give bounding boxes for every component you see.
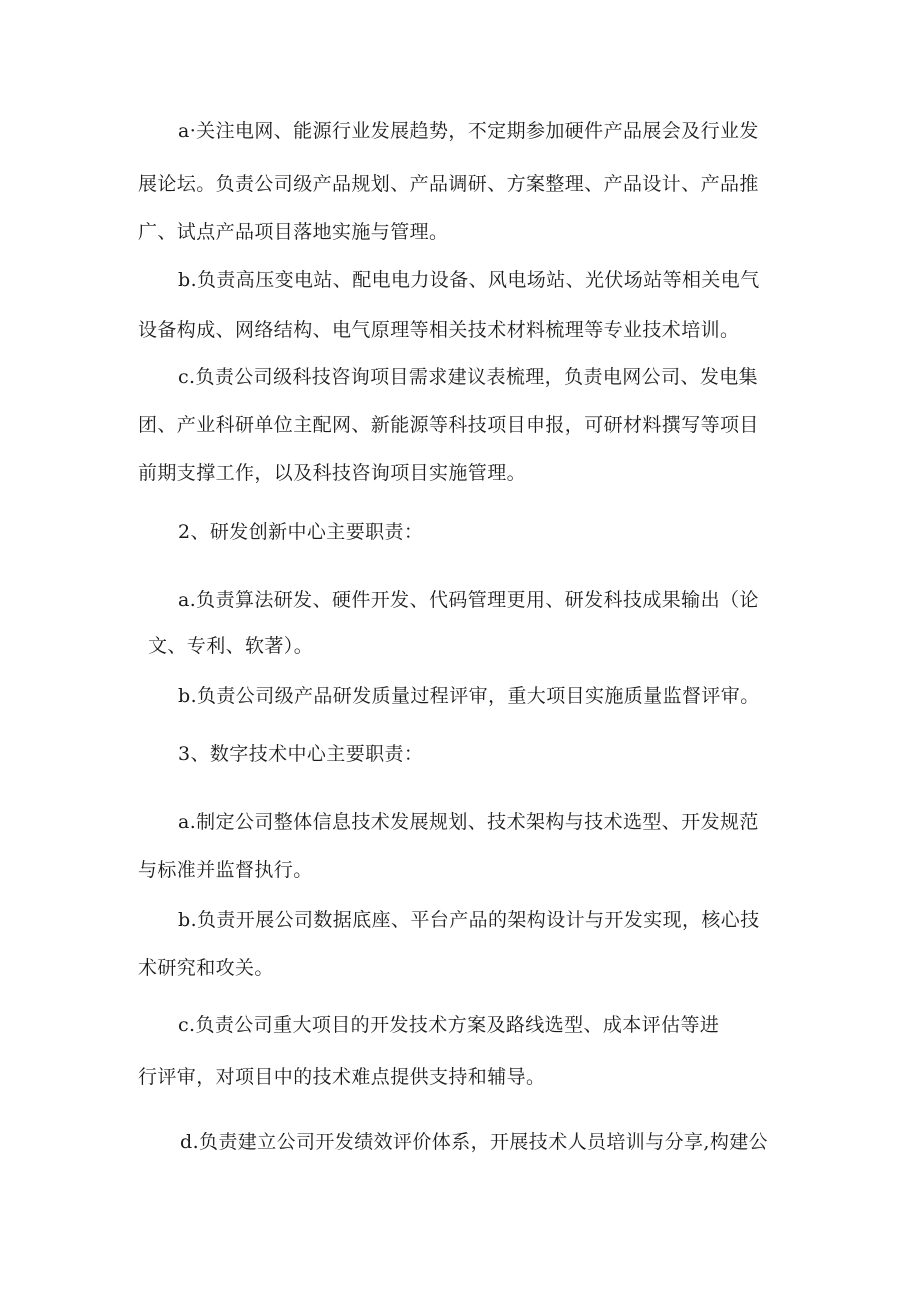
paragraph-line: b.负责开展公司数据底座、平台产品的架构设计与开发实现，核心技	[178, 909, 760, 931]
paragraph-line: a.制定公司整体信息技术发展规划、技术架构与技术选型、开发规范	[178, 811, 759, 833]
paragraph-line: 广、试点产品项目落地实施与管理。	[138, 221, 449, 243]
paragraph-line: 展论坛。负责公司级产品规划、产品调研、方案整理、产品设计、产品推	[138, 173, 759, 195]
paragraph-line: 前期支撑工作，以及科技咨询项目实施管理。	[138, 462, 527, 484]
section-heading: 3、数字技术中心主要职责：	[178, 743, 424, 765]
paragraph-line: 术研究和攻关。	[138, 957, 274, 979]
paragraph-line: 团、产业科研单位主配网、新能源等科技项目申报，可研材料撰写等项目	[138, 414, 759, 436]
paragraph-line: 与标准并监督执行。	[138, 859, 313, 881]
paragraph-line: c.负责公司重大项目的开发技术方案及路线选型、成本评估等进	[178, 1014, 720, 1036]
paragraph-line: 行评审，对项目中的技术难点提供支持和辅导。	[138, 1066, 546, 1088]
paragraph-line: 设备构成、网络结构、电气原理等相关技术材料梳理等专业技术培训。	[138, 319, 740, 341]
paragraph-line: b.负责公司级产品研发质量过程评审，重大项目实施质量监督评审。	[178, 685, 760, 707]
paragraph-line: d.负责建立公司开发绩效评价体系，开展技术人员培训与分享,构建公	[180, 1131, 769, 1153]
paragraph-line: 文、专利、软著）。	[148, 635, 314, 657]
section-heading: 2、研发创新中心主要职责：	[178, 521, 424, 543]
paragraph-line: a.负责算法研发、硬件开发、代码管理更用、研发科技成果输出（论	[178, 589, 759, 611]
paragraph-line: a·关注电网、能源行业发展趋势，不定期参加硬件产品展会及行业发	[178, 120, 759, 142]
paragraph-line: b.负责高压变电站、配电电力设备、风电场站、光伏场站等相关电气	[178, 269, 760, 291]
paragraph-line: c.负责公司级科技咨询项目需求建议表梳理，负责电网公司、发电集	[178, 366, 759, 388]
